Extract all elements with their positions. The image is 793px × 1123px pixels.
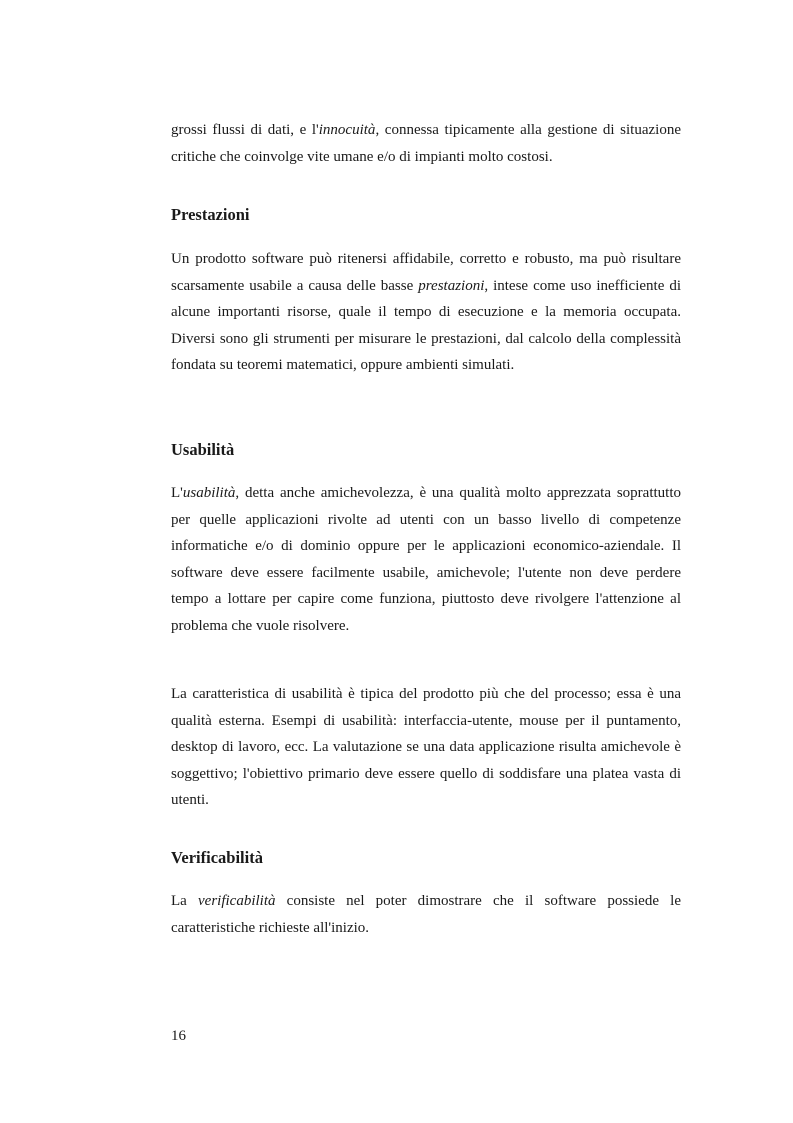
intro-text-b: , connessa tipicamente alla gestione di situazione critiche che coinvolge vite umane e/o di impianti molto costosi. [171, 122, 681, 165]
usabilita-paragraph-2 [171, 681, 681, 814]
prestazioni-text-b: , intese come uso inefficiente di alcune importanti risorse, quale il tempo di esecuzione e la memoria occupata. Diversi sono gli strumenti per misurare le prestazioni, dal calcolo della complessità fondata su teoremi matematici, oppure ambienti simulati. [171, 277, 681, 373]
heading-verificabilita: Verificabilità [171, 848, 263, 867]
verificabilita-text-a: La [171, 893, 198, 909]
usabilita-text-a: L' [171, 485, 183, 501]
intro-paragraph [171, 117, 681, 170]
intro-text-a: grossi flussi di dati, e l' [171, 122, 319, 138]
intro-text-em: innocuità [318, 122, 376, 138]
verificabilita-text-b: consiste nel poter dimostrare che il software possiede le caratteristiche richieste all'inizio. [171, 893, 681, 936]
intro-text [171, 117, 681, 170]
verificabilita-paragraph [171, 888, 681, 941]
heading-usabilita: Usabilità [171, 440, 235, 459]
heading-prestazioni: Prestazioni [171, 205, 250, 224]
usabilita-text-1 [171, 480, 681, 639]
prestazioni-text-em: prestazioni [418, 277, 485, 294]
verificabilita-text [171, 888, 681, 941]
page-number: 16 [171, 1028, 186, 1044]
verificabilita-text-em: verificabilità [198, 893, 276, 909]
prestazioni-text [171, 246, 681, 379]
prestazioni-text-a: Un prodotto software può ritenersi affidabile, corretto e robusto, ma può risultare scarsamente usabile a causa delle basse [171, 251, 681, 294]
usabilita-text-b: , detta anche amichevolezza, è una qualità molto apprezzata soprattutto per quelle applicazioni rivolte ad utenti con un basso livello di competenze informatiche e/o di dominio oppure per le applicazioni economico-aziendale. Il software deve essere facilmente usabile, amichevole; l'utente non deve perdere tempo a lottare per capire come funziona, piuttosto deve rivolgere l'attenzione al problema che vuole risolvere. [171, 485, 681, 634]
usabilita-paragraph-1 [171, 480, 681, 639]
usabilita-text-2: La caratteristica di usabilità è tipica del prodotto più che del processo; essa è una qualità esterna. Esempi di usabilità: interfaccia-utente, mouse per il puntamento, desktop di lavoro, ecc. La valutazione se una data applicazione risulta amichevole è soggettivo; l'obiettivo primario deve essere quello di soddisfare una platea vasta di utenti. [171, 686, 681, 808]
prestazioni-paragraph [171, 246, 681, 379]
usabilita-text-em: usabilità [182, 485, 236, 501]
